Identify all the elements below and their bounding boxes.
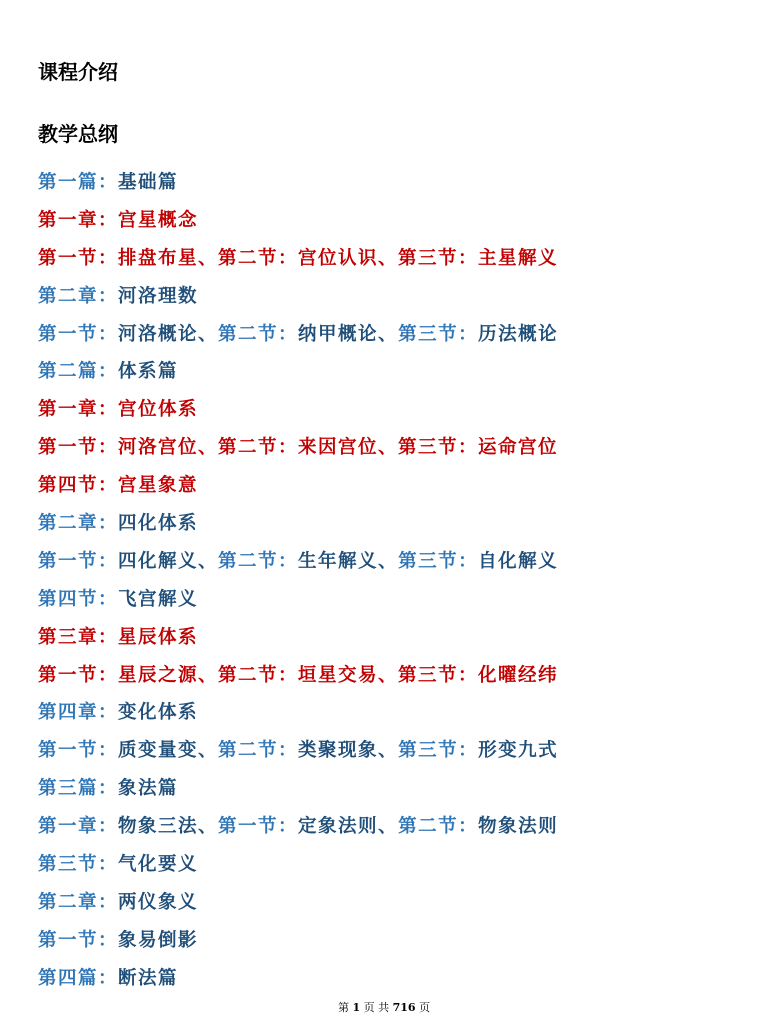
outline-line: [38, 509, 738, 547]
outline-text: 变化体系: [118, 702, 199, 724]
outline-text: 第一节：河洛宫位、第二节：来因宫位、第三节：运命宫位: [38, 437, 559, 459]
outline-line: [38, 244, 738, 282]
outline-line: [38, 850, 738, 888]
outline-line: [38, 698, 738, 736]
outline-text: 第二章：: [38, 891, 119, 913]
outline-text: 定象法则、: [298, 816, 399, 838]
footer-middle: 页 共: [363, 1001, 390, 1014]
outline-text: 气化要义: [118, 854, 199, 876]
outline-line: [38, 168, 738, 206]
outline-text: 第一节：星辰之源、第二节：垣星交易、第三节：化曜经纬: [38, 664, 559, 686]
outline-text: 纳甲概论、: [298, 323, 399, 345]
outline-line: [38, 282, 738, 320]
page-footer: [0, 999, 768, 1015]
outline-text: 历法概论: [478, 323, 559, 345]
outline-text: 第一节：: [38, 929, 119, 951]
outline-text: 象法篇: [118, 778, 179, 800]
outline-text: 第一节：排盘布星、第二节：宫位认识、第三节：主星解义: [38, 247, 559, 269]
current-page-number: 1: [352, 1001, 361, 1014]
outline-line: [38, 206, 738, 244]
outline-line: [38, 736, 738, 774]
outline-text: 第二节：: [218, 550, 299, 572]
outline-line: [38, 395, 738, 433]
outline-text: 类聚现象、: [298, 740, 399, 762]
outline-text: 第一节：: [38, 550, 119, 572]
outline-text: 第一章：: [38, 816, 119, 838]
outline-text: 第四篇：: [38, 967, 119, 989]
outline-line: [38, 623, 738, 661]
outline-text: 质变量变、: [118, 740, 219, 762]
footer-suffix: 页: [419, 1001, 431, 1014]
outline-text: 第四节：宫星象意: [38, 475, 199, 497]
outline-text: 第一章：宫星概念: [38, 209, 199, 231]
outline-text: 飞宫解义: [118, 588, 199, 610]
outline-text: 体系篇: [118, 361, 179, 383]
outline-text: 四化解义、: [118, 550, 219, 572]
outline-line: [38, 585, 738, 623]
outline-text: 第二节：: [218, 323, 299, 345]
outline-text: 第一节：: [38, 740, 119, 762]
outline-text: 第三章：星辰体系: [38, 626, 199, 648]
outline-text: 物象法则: [478, 816, 559, 838]
outline-text: 第二篇：: [38, 361, 119, 383]
outline-text: 第一篇：: [38, 172, 119, 193]
outline-text: 第四章：: [38, 702, 119, 724]
outline-text: 第四节：: [38, 588, 119, 610]
outline-text: 第一节：: [38, 323, 119, 345]
outline-text: 生年解义、: [298, 550, 399, 572]
outline-text: 物象三法、: [118, 816, 219, 838]
outline-line: [38, 547, 738, 585]
outline-text: 河洛概论、: [118, 323, 219, 345]
outline-text: 第二章：: [38, 513, 119, 535]
outline-text: 第二节：: [218, 740, 299, 762]
outline-line: [38, 357, 738, 395]
outline-line: [38, 888, 738, 926]
outline-text: 第三节：: [398, 323, 479, 345]
outline-text: 四化体系: [118, 513, 199, 535]
syllabus-outline: [38, 168, 738, 1002]
outline-text: 第一章：宫位体系: [38, 399, 199, 421]
total-page-count: 716: [392, 1001, 416, 1014]
outline-text: 第三节：: [398, 550, 479, 572]
section-heading-course-intro: 课程介绍: [38, 60, 118, 84]
footer-prefix: 第: [337, 1001, 349, 1014]
outline-text: 自化解义: [478, 550, 559, 572]
outline-line: [38, 812, 738, 850]
outline-text: 断法篇: [118, 967, 179, 989]
section-heading-syllabus: 教学总纲: [38, 122, 118, 146]
outline-text: 象易倒影: [118, 929, 199, 951]
outline-text: 第二章：: [38, 285, 119, 307]
outline-text: 第三篇：: [38, 778, 119, 800]
outline-line: [38, 433, 738, 471]
outline-line: [38, 964, 738, 1002]
outline-text: 两仪象义: [118, 891, 199, 913]
outline-text: 第一节：: [218, 816, 299, 838]
outline-line: [38, 661, 738, 699]
outline-text: 河洛理数: [118, 285, 199, 307]
outline-line: [38, 320, 738, 358]
outline-text: 第三节：: [398, 740, 479, 762]
outline-line: [38, 471, 738, 509]
outline-text: 第三节：: [38, 854, 119, 876]
outline-line: [38, 926, 738, 964]
outline-line: [38, 774, 738, 812]
outline-text: 第二节：: [398, 816, 479, 838]
outline-text: 基础篇: [118, 172, 179, 193]
outline-text: 形变九式: [478, 740, 559, 762]
